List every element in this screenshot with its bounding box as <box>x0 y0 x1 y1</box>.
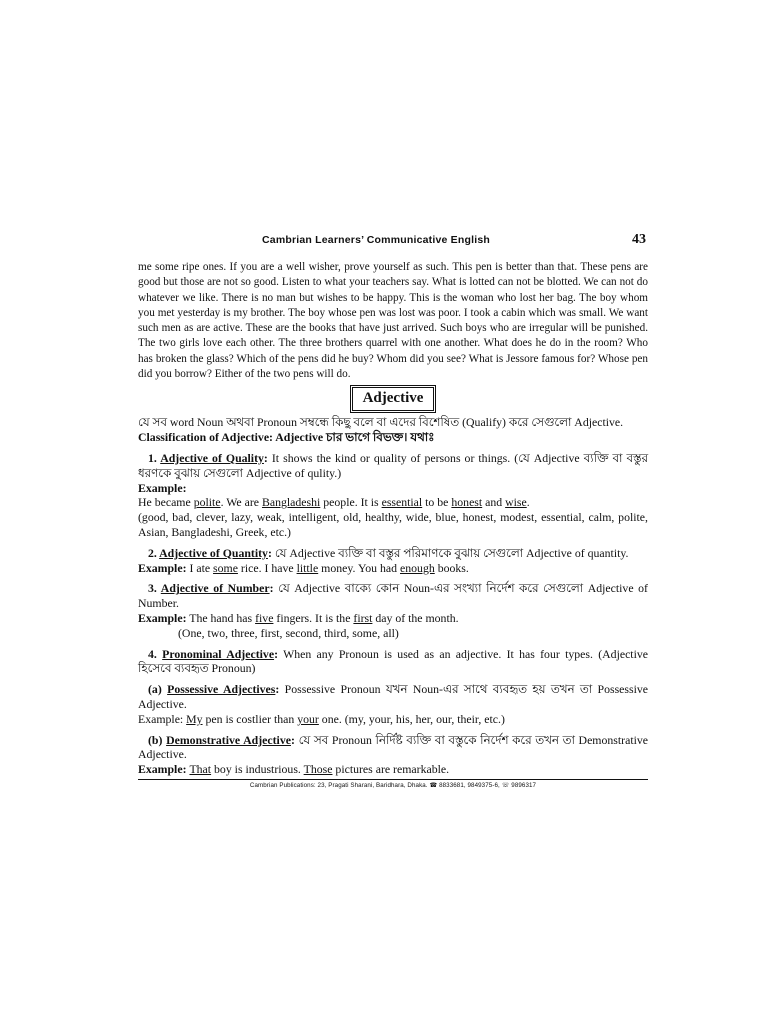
example-text: Example: <box>138 711 187 726</box>
example-text: . <box>526 495 530 510</box>
example-text: books. <box>434 560 469 575</box>
quality-term: Adjective of Quality <box>160 450 264 465</box>
number-colon: : <box>269 581 274 596</box>
number-desc: যে Adjective বাক্যে কোন Noun-এর সংখ্যা নির্দেশ করে সেগুলো Adjective of Number. <box>138 581 648 611</box>
number-number: 3. <box>148 581 161 596</box>
example-text: one. (my, your, his, her, our, their, etc.) <box>318 711 505 726</box>
publisher-footer: Cambrian Publications: 23, Pragati Sharani, Baridhara, Dhaka. ☎ 8833681, 9849375-6, ☏ 9896317 <box>249 781 537 789</box>
example-underlined: Those <box>303 762 333 777</box>
example-underlined: Bangladeshi <box>261 495 321 510</box>
number-word-list: (One, two, three, first, second, third, some, all) <box>178 625 399 640</box>
possessive-desc: Possessive Pronoun যখন Noun-এর সাথে ব্যবহৃত হয় তখন তা Possessive Adjective. <box>138 682 648 711</box>
example-label: Example: <box>138 560 187 575</box>
example-underlined: first <box>353 610 373 625</box>
quantity-number: 2. <box>148 545 160 560</box>
possessive-number: (a) <box>148 682 168 697</box>
quality-colon: : <box>263 450 268 465</box>
example-text: pen is costlier than <box>202 711 298 726</box>
example-underlined: polite <box>193 495 221 510</box>
page-header <box>138 232 648 252</box>
example-label: Example: <box>138 762 190 777</box>
quality-number: 1. <box>148 450 161 465</box>
example-underlined: little <box>296 560 319 575</box>
possessive-term: Possessive Adjectives <box>167 682 276 697</box>
example-text: day of the month. <box>372 610 459 625</box>
example-text: He became <box>138 495 194 510</box>
demonstrative-number: (b) <box>148 732 167 747</box>
classification-rest: Adjective চার ভাগে বিভক্ত। যথাঃ <box>272 430 435 445</box>
example-text: pictures are remarkable. <box>332 762 450 777</box>
example-underlined: honest <box>451 495 483 510</box>
footer-rule <box>138 779 648 780</box>
example-text: . We are <box>220 495 262 510</box>
example-text: rice. I have <box>237 560 297 575</box>
example-underlined: That <box>189 762 212 777</box>
quality-definition <box>138 451 648 481</box>
number-example <box>138 611 648 626</box>
example-text: money. You had <box>318 560 401 575</box>
quantity-term: Adjective of Quantity <box>159 545 268 560</box>
possessive-definition <box>138 682 648 712</box>
example-text: The hand has <box>186 610 256 625</box>
quantity-definition <box>138 546 648 561</box>
possessive-colon: : <box>275 682 280 697</box>
example-underlined: wise <box>505 495 527 510</box>
demonstrative-term: Demonstrative Adjective <box>166 732 291 747</box>
quality-word-list: (good, bad, clever, lazy, weak, intelligent, old, healthy, wide, blue, honest, modest, essential, calm, polite, Asian, Bangladeshi, Greek, etc.) <box>138 510 648 539</box>
pronominal-definition <box>138 647 648 677</box>
quantity-example <box>138 561 648 576</box>
quality-example <box>138 495 648 510</box>
pronominal-term: Pronominal Adjective <box>162 646 275 661</box>
example-label: Example: <box>138 610 187 625</box>
intro-paragraph: me some ripe ones. If you are a well wisher, prove yourself as such. This pen is better than that. These pens are good but those are not so good. Listen to what your teachers say. What is lotted can not be blotted. We can not do whatever we like. There is no man but wishes to be happy. This is the woman who lost her bag. The boy whom you met yesterday is my brother. The boy whose pen was lost was poor. I took a cabin which was small. We want such men as are active. These are the books that have just arrived. Such boys who are irregular will be punished. The two girls love each other. The three brothers quarrel with one another. What does he do in the room? Who has broken the glass? Which of the pens did he buy? Whom did you see? What is Jessore famous for? Whose pen did you borrow? Either of the two pens will do. <box>138 261 648 381</box>
example-text: boy is industrious. <box>211 762 304 777</box>
quality-desc: It shows the kind or quality of persons or things. (যে Adjective ব্যক্তি বা বস্তুর ধরণকে বুঝায় সেগুলো Adjective of qulity.) <box>138 450 648 480</box>
number-term: Adjective of Number <box>160 581 270 596</box>
quantity-colon: : <box>267 545 272 560</box>
demonstrative-definition <box>138 733 648 763</box>
example-text: fingers. It is the <box>273 610 354 625</box>
example-underlined: enough <box>400 560 435 575</box>
section-heading-wrap <box>138 385 648 413</box>
example-text: people. It is <box>320 495 382 510</box>
example-text: to be <box>422 495 452 510</box>
demonstrative-desc: যে সব Pronoun নির্দিষ্ট ব্যক্তি বা বস্তুকে নির্দেশ করে তখন তা Demonstrative Adjective. <box>138 732 649 762</box>
example-underlined: essential <box>381 495 423 510</box>
page-number: 43 <box>632 232 646 247</box>
example-underlined: My <box>186 711 203 726</box>
example-underlined: five <box>255 610 274 625</box>
pronominal-desc: When any Pronoun is used as an adjective. It has four types. (Adjective হিসেবে ব্যবহৃত Pronoun) <box>138 646 649 676</box>
demonstrative-colon: : <box>290 732 295 747</box>
possessive-example <box>138 712 648 727</box>
classification-line <box>138 430 648 445</box>
quantity-desc: যে Adjective ব্যক্তি বা বস্তুর পরিমাণকে বুঝায় সেগুলো Adjective of quantity. <box>271 545 629 560</box>
example-underlined: your <box>297 711 319 726</box>
number-definition <box>138 581 648 611</box>
quality-example-label: Example: <box>138 480 187 495</box>
definition-paragraph: যে সব word Noun অথবা Pronoun সম্বন্ধে কিছু বলে বা এদের বিশেষিত (Qualify) করে সেগুলো Adjective. <box>138 415 624 430</box>
running-title: Cambrian Learners’ Communicative English <box>262 234 490 246</box>
example-text: I ate <box>186 560 214 575</box>
example-text: and <box>482 495 506 510</box>
textbook-page <box>138 232 648 789</box>
example-underlined: some <box>213 560 238 575</box>
section-heading: Adjective <box>350 385 437 413</box>
pronominal-colon: : <box>274 646 278 661</box>
demonstrative-example <box>138 762 648 777</box>
classification-label: Classification of Adjective: <box>138 430 273 445</box>
pronominal-number: 4. <box>148 646 163 661</box>
